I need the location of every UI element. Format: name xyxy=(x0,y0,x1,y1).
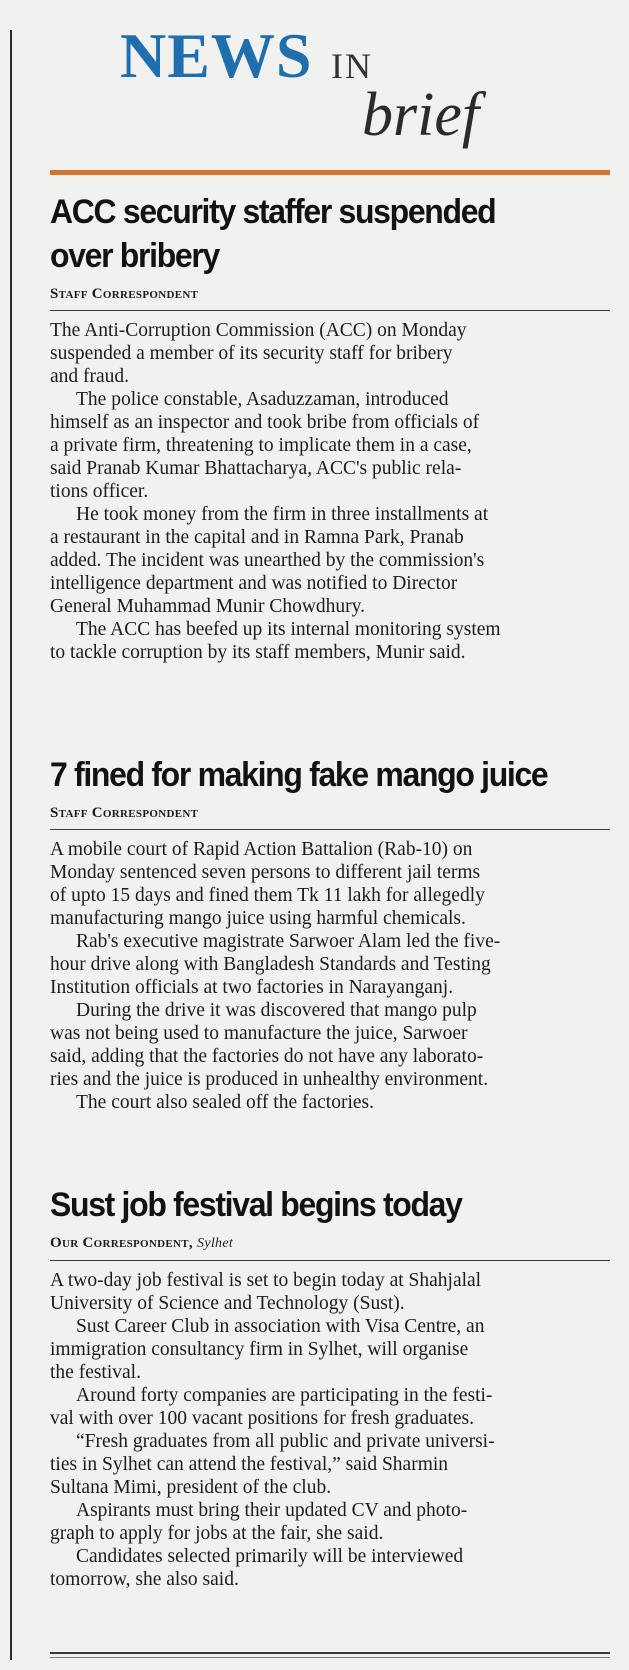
article-paragraph: A two-day job festival is set to begin today at Shahjalal University of Science and Technology (Sust). xyxy=(50,1270,482,1314)
article-paragraph: A mobile court of Rapid Action Battalion (Rab-10) on Monday sentenced seven persons to different jail terms of upto 15 days and fined them Tk 11 lakh for allegedly manufacturing mango juice using harmful chemicals. xyxy=(50,839,485,929)
article-paragraph: Aspirants must bring their updated CV and photo- graph to apply for jobs at the fair, she said. xyxy=(50,1500,468,1544)
article-paragraph: Sust Career Club in association with Visa Centre, an immigration consultancy firm in Sylhet, will organise the festival. xyxy=(50,1316,485,1383)
article-paragraph: The court also sealed off the factories. xyxy=(76,1092,374,1113)
article-body xyxy=(50,319,610,664)
article-body xyxy=(50,1269,610,1591)
article-headline: ACC security staffer suspended over bribery xyxy=(50,193,496,275)
article-headline: Sust job festival begins today xyxy=(50,1186,462,1224)
article-acc-staffer xyxy=(50,190,610,664)
article-body xyxy=(50,838,610,1114)
article-paragraph: Rab's executive magistrate Sarwoer Alam led the five- hour drive along with Bangladesh Standards and Testing Institution officials at two factories in Narayanganj. xyxy=(50,931,501,998)
footer-rule xyxy=(50,1652,610,1654)
article-paragraph: Around forty companies are participating in the festi- val with over 100 vacant positions for fresh graduates. xyxy=(50,1385,493,1429)
article-headline: 7 fined for making fake mango juice xyxy=(50,756,548,794)
article-sust-job-festival xyxy=(50,1183,610,1591)
article-paragraph: The Anti-Corruption Commission (ACC) on Monday suspended a member of its security staff for bribery and fraud. xyxy=(50,320,467,387)
masthead-news: NEWS xyxy=(120,20,313,91)
article-paragraph: During the drive it was discovered that mango pulp was not being used to manufacture the juice, Sarwoer said, adding that the factories do not have any laborato- ries and the juice is produced in unhealthy environment. xyxy=(50,1000,489,1090)
article-paragraph: The ACC has beefed up its internal monitoring system to tackle corruption by its staff members, Munir said. xyxy=(50,619,501,663)
masthead-divider xyxy=(50,170,610,175)
footer-rule-thin xyxy=(50,1657,610,1658)
article-paragraph: “Fresh graduates from all public and private universi- ties in Sylhet can attend the festival,” said Sharmin Sultana Mimi, president of the club. xyxy=(50,1431,495,1498)
article-paragraph: The police constable, Asaduzzaman, introduced himself as an inspector and took bribe from officials of a private firm, threatening to implicate them in a case, said Pranab Kumar Bhattacharya, ACC's public rela- tions officer. xyxy=(50,389,480,502)
article-byline: Staff Correspondent xyxy=(50,284,610,311)
article-mango-juice xyxy=(50,753,610,1114)
masthead-in: IN xyxy=(331,46,373,86)
article-paragraph: Candidates selected primarily will be interviewed tomorrow, she also said. xyxy=(50,1546,464,1590)
article-byline: Staff Correspondent xyxy=(50,803,610,830)
news-in-brief-masthead xyxy=(48,10,608,180)
article-byline: Our Correspondent, Sylhet xyxy=(50,1233,610,1261)
masthead-brief: brief xyxy=(362,81,480,149)
article-paragraph: He took money from the firm in three installments at a restaurant in the capital and in Ramna Park, Pranab added. The incident was unearthed by the commission's intelligence department and was notified to Director General Muhammad Munir Chowdhury. xyxy=(50,504,489,617)
column-left-rule xyxy=(10,30,12,1660)
byline-place: Sylhet xyxy=(197,1236,234,1251)
